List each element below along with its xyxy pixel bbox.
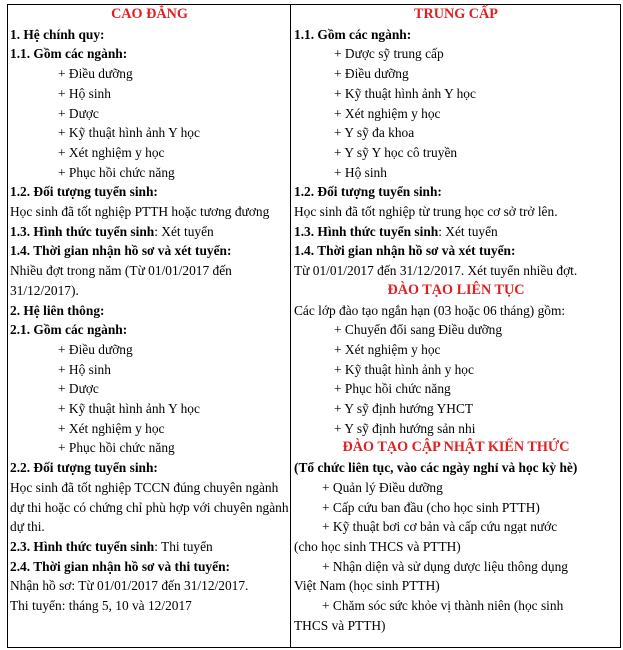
- tc-nganh-item: + Hộ sinh: [334, 164, 387, 180]
- tc-nganh-item: + Kỹ thuật hình ảnh Y học: [334, 85, 476, 101]
- cap-nhat-item-cont: (cho học sinh THCS và PTTH): [294, 538, 461, 554]
- cap-nhat-item: + Chăm sóc sức khỏe vị thành niên (học sinh: [322, 598, 564, 614]
- cao-dang-column: [10, 5, 289, 616]
- lien-tuc-item: + Kỹ thuật hình ảnh y học: [334, 361, 474, 377]
- trung-cap-column: [294, 5, 618, 636]
- lien-tuc-item: + Y sỹ định hướng YHCT: [334, 401, 474, 417]
- lt-nganh-item: + Điều dưỡng: [58, 341, 133, 357]
- cd-doi-tuong-title: 1.2. Đối tượng tuyển sinh:: [10, 184, 158, 200]
- cd-hinh-thuc-value: : Xét tuyển: [154, 223, 214, 239]
- lt-thoi-gian-title: 2.4. Thời gian nhận hồ sơ và thi tuyển:: [10, 558, 230, 574]
- cd-nganh-item: + Dược: [58, 105, 99, 121]
- lt-nganh-item: + Xét nghiệm y học: [58, 420, 165, 436]
- lt-doi-tuong-title: 2.2. Đối tượng tuyển sinh:: [10, 460, 158, 476]
- cd-nganh-item: + Phục hồi chức năng: [58, 164, 175, 180]
- tc-nganh-item: + Điều dưỡng: [334, 66, 409, 82]
- lt-thi-tuyen: Thi tuyển: tháng 5, 10 và 12/2017: [10, 598, 192, 614]
- trung-cap-heading: TRUNG CẤP: [414, 6, 498, 22]
- cd-thoi-gian-text: Nhiều đợt trong năm (Từ 01/01/2017 đến 31/12/2017).: [10, 263, 232, 298]
- lien-tuc-item: + Chuyển đổi sang Điều dưỡng: [334, 322, 503, 338]
- lt-nganh-item: + Dược: [58, 381, 99, 397]
- tc-thoi-gian-title: 1.4. Thời gian nhận hồ sơ và xét tuyển:: [294, 243, 516, 259]
- cap-nhat-item: + Cấp cứu ban đầu (cho học sinh PTTH): [322, 499, 540, 515]
- tc-thoi-gian-text: Từ 01/01/2017 đến 31/12/2017. Xét tuyển nhiều đợt.: [294, 263, 578, 279]
- lt-nganh-item: + Hộ sinh: [58, 361, 111, 377]
- cap-nhat-item-cont: THCS và PTTH): [294, 617, 386, 633]
- cap-nhat-heading: ĐÀO TẠO CẬP NHẬT KIẾN THỨC: [342, 439, 570, 456]
- cap-nhat-item: + Nhận diện và sử dụng dược liệu thông dụng: [322, 558, 568, 574]
- tc-nganh-item: + Dược sỹ trung cấp: [334, 46, 444, 62]
- cap-nhat-item-cont: Việt Nam (học sinh PTTH): [294, 578, 440, 594]
- cao-dang-heading: CAO ĐẲNG: [111, 6, 188, 22]
- lt-hinh-thuc-label: 2.3. Hình thức tuyển sinh: [10, 538, 155, 554]
- tc-hinh-thuc-label: 1.3. Hình thức tuyển sinh: [294, 223, 439, 239]
- he-chinh-quy-title: 1. Hệ chính quy:: [10, 26, 105, 42]
- cd-nganh-title: 1.1. Gồm các ngành:: [10, 46, 128, 62]
- he-lien-thong-title: 2. Hệ liên thông:: [10, 302, 105, 318]
- lt-hinh-thuc: [10, 537, 289, 557]
- cd-thoi-gian-title: 1.4. Thời gian nhận hồ sơ và xét tuyển:: [10, 243, 232, 259]
- lien-tuc-heading: ĐÀO TẠO LIÊN TỤC: [387, 281, 525, 298]
- lien-tuc-item: + Xét nghiệm y học: [334, 341, 441, 357]
- cd-nganh-item: + Xét nghiệm y học: [58, 144, 165, 160]
- lt-hinh-thuc-value: : Thi tuyển: [154, 538, 213, 554]
- lien-tuc-intro: Các lớp đào tạo ngắn hạn (03 hoặc 06 tháng) gồm:: [294, 302, 566, 318]
- tc-nganh-title: 1.1. Gồm các ngành:: [294, 26, 412, 42]
- cap-nhat-subheading: (Tổ chức liên tục, vào các ngày nghỉ và học kỳ hè): [294, 460, 578, 476]
- cd-nganh-item: + Kỹ thuật hình ảnh Y học: [58, 125, 200, 141]
- cd-doi-tuong-text: Học sinh đã tốt nghiệp PTTH hoặc tương đương: [10, 204, 270, 220]
- cd-hinh-thuc-label: 1.3. Hình thức tuyển sinh: [10, 223, 155, 239]
- cd-nganh-item: + Điều dưỡng: [58, 66, 133, 82]
- lt-nhan-ho-so: Nhận hồ sơ: Từ 01/01/2017 đến 31/12/2017.: [10, 578, 249, 594]
- tc-nganh-item: + Xét nghiệm y học: [334, 105, 441, 121]
- tc-doi-tuong-text: Học sinh đã tốt nghiệp từ trung học cơ sở trở lên.: [294, 204, 558, 220]
- tc-hinh-thuc-value: : Xét tuyển: [438, 223, 498, 239]
- lien-tuc-item: + Phục hồi chức năng: [334, 381, 451, 397]
- cap-nhat-item: + Quản lý Điều dưỡng: [322, 479, 443, 495]
- lt-nganh-item: + Kỹ thuật hình ảnh Y học: [58, 401, 200, 417]
- cd-hinh-thuc: [10, 222, 289, 242]
- lt-nganh-item: + Phục hồi chức năng: [58, 440, 175, 456]
- tc-hinh-thuc: [294, 222, 618, 242]
- lt-doi-tuong-text: Học sinh đã tốt nghiệp TCCN đúng chuyên ngành dự thi hoặc có chứng chỉ phù hợp với chuyên ngành dự thi.: [10, 479, 289, 535]
- tc-nganh-item: + Y sỹ Y học cô truyền: [334, 144, 458, 160]
- column-divider: [290, 4, 291, 648]
- cd-nganh-item: + Hộ sinh: [58, 85, 111, 101]
- tc-doi-tuong-title: 1.2. Đối tượng tuyển sinh:: [294, 184, 442, 200]
- lt-nganh-title: 2.1. Gồm các ngành:: [10, 322, 128, 338]
- lien-tuc-item: + Y sỹ định hướng sản nhi: [334, 420, 476, 436]
- tc-nganh-item: + Y sỹ đa khoa: [334, 125, 415, 141]
- cap-nhat-item: + Kỹ thuật bơi cơ bản và cấp cứu ngạt nước: [322, 519, 558, 535]
